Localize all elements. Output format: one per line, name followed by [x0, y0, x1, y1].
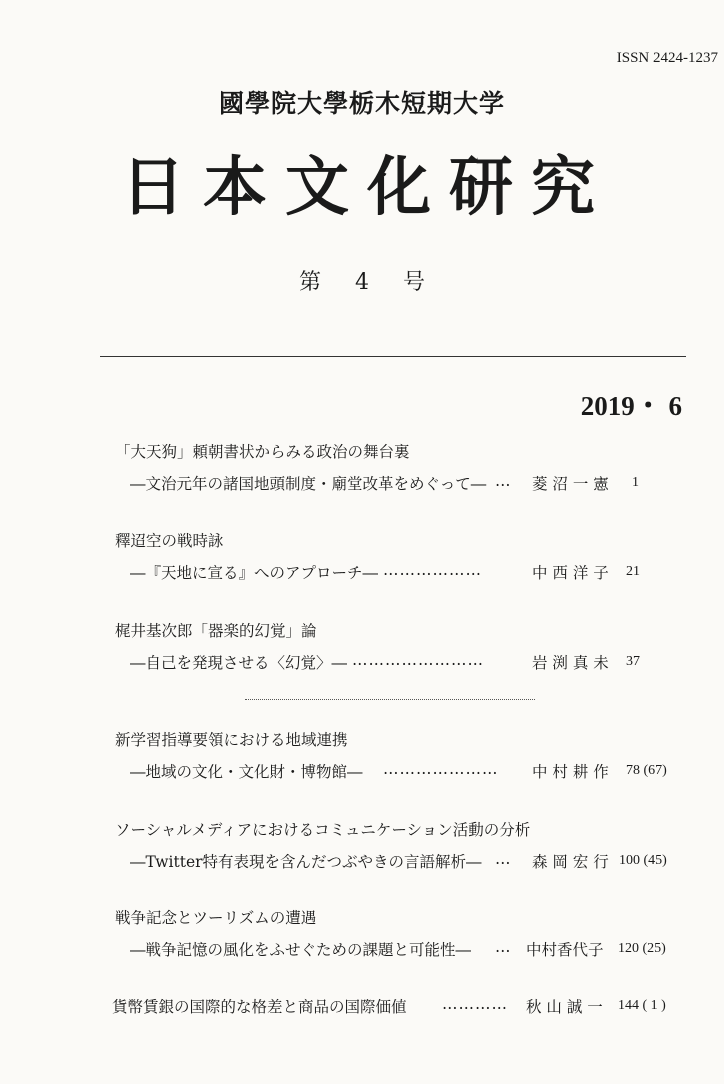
issue-number-value: 4 — [355, 270, 369, 295]
article-author: 中村香代子 — [526, 941, 604, 959]
article-page: 144 ( 1 ) — [618, 998, 666, 1013]
article-page: 100 (45) — [619, 853, 667, 868]
article-subtitle: ―地域の文化・文化財・博物館― — [130, 763, 363, 781]
publication-date: 2019・ 6 — [580, 391, 682, 421]
dot-leader: ………………… — [383, 760, 499, 778]
article-subtitle: ―Twitter特有表現を含んだつぶやきの言語解析― — [130, 853, 482, 871]
article-author: 中 西 洋 子 — [532, 564, 609, 582]
dot-leader: … — [495, 850, 512, 868]
article-subtitle: ―戦争記憶の風化をふせぐための課題と可能性― — [130, 941, 472, 959]
dot-leader: ………… — [442, 995, 508, 1013]
article-author: 岩 渕 真 未 — [532, 654, 609, 672]
article-title: 梶井基次郎「器楽的幻覚」論 — [115, 622, 317, 640]
article-page: 37 — [626, 654, 640, 669]
article-title: 釋迢空の戦時詠 — [115, 532, 224, 550]
article-author: 秋 山 誠 一 — [526, 998, 603, 1016]
issue-prefix: 第 — [298, 270, 321, 295]
dot-leader: ……………… — [383, 561, 482, 579]
article-page: 120 (25) — [618, 941, 666, 956]
article-author: 菱 沼 一 憲 — [532, 475, 609, 493]
article-author: 中 村 耕 作 — [532, 763, 609, 781]
dot-leader: …………………… — [352, 651, 484, 669]
article-page: 21 — [626, 564, 640, 579]
university-name: 國學院大學栃木短期大学 — [218, 89, 505, 118]
article-title: ソーシャルメディアにおけるコミュニケーション活動の分析 — [115, 821, 531, 839]
article-subtitle: ―自己を発現させる〈幻覚〉― — [130, 654, 348, 672]
article-page: 1 — [632, 475, 639, 490]
article-author: 森 岡 宏 行 — [532, 853, 609, 871]
dot-leader: … — [495, 472, 512, 490]
issue-number — [0, 265, 724, 296]
dot-leader: … — [495, 938, 512, 956]
article-page: 78 (67) — [626, 763, 667, 778]
article-subtitle: ―『天地に宣る』へのアプローチ― — [130, 564, 379, 582]
header-rule — [100, 356, 686, 357]
article-title: 新学習指導要領における地域連携 — [115, 731, 348, 749]
article-title: 「大天狗」頼朝書状からみる政治の舞台裏 — [115, 443, 410, 461]
article-subtitle: ―文治元年の諸国地頭制度・廟堂改革をめぐって― — [130, 475, 487, 493]
article-title: 貨幣賃銀の国際的な格差と商品の国際価値 — [112, 998, 407, 1016]
issue-suffix: 号 — [403, 270, 426, 295]
journal-title: 日本文化研究 — [121, 150, 613, 225]
article-title: 戦争記念とツーリズムの遭遇 — [115, 909, 317, 927]
section-divider — [245, 699, 535, 700]
issn-number: ISSN 2424-1237 — [616, 50, 718, 66]
